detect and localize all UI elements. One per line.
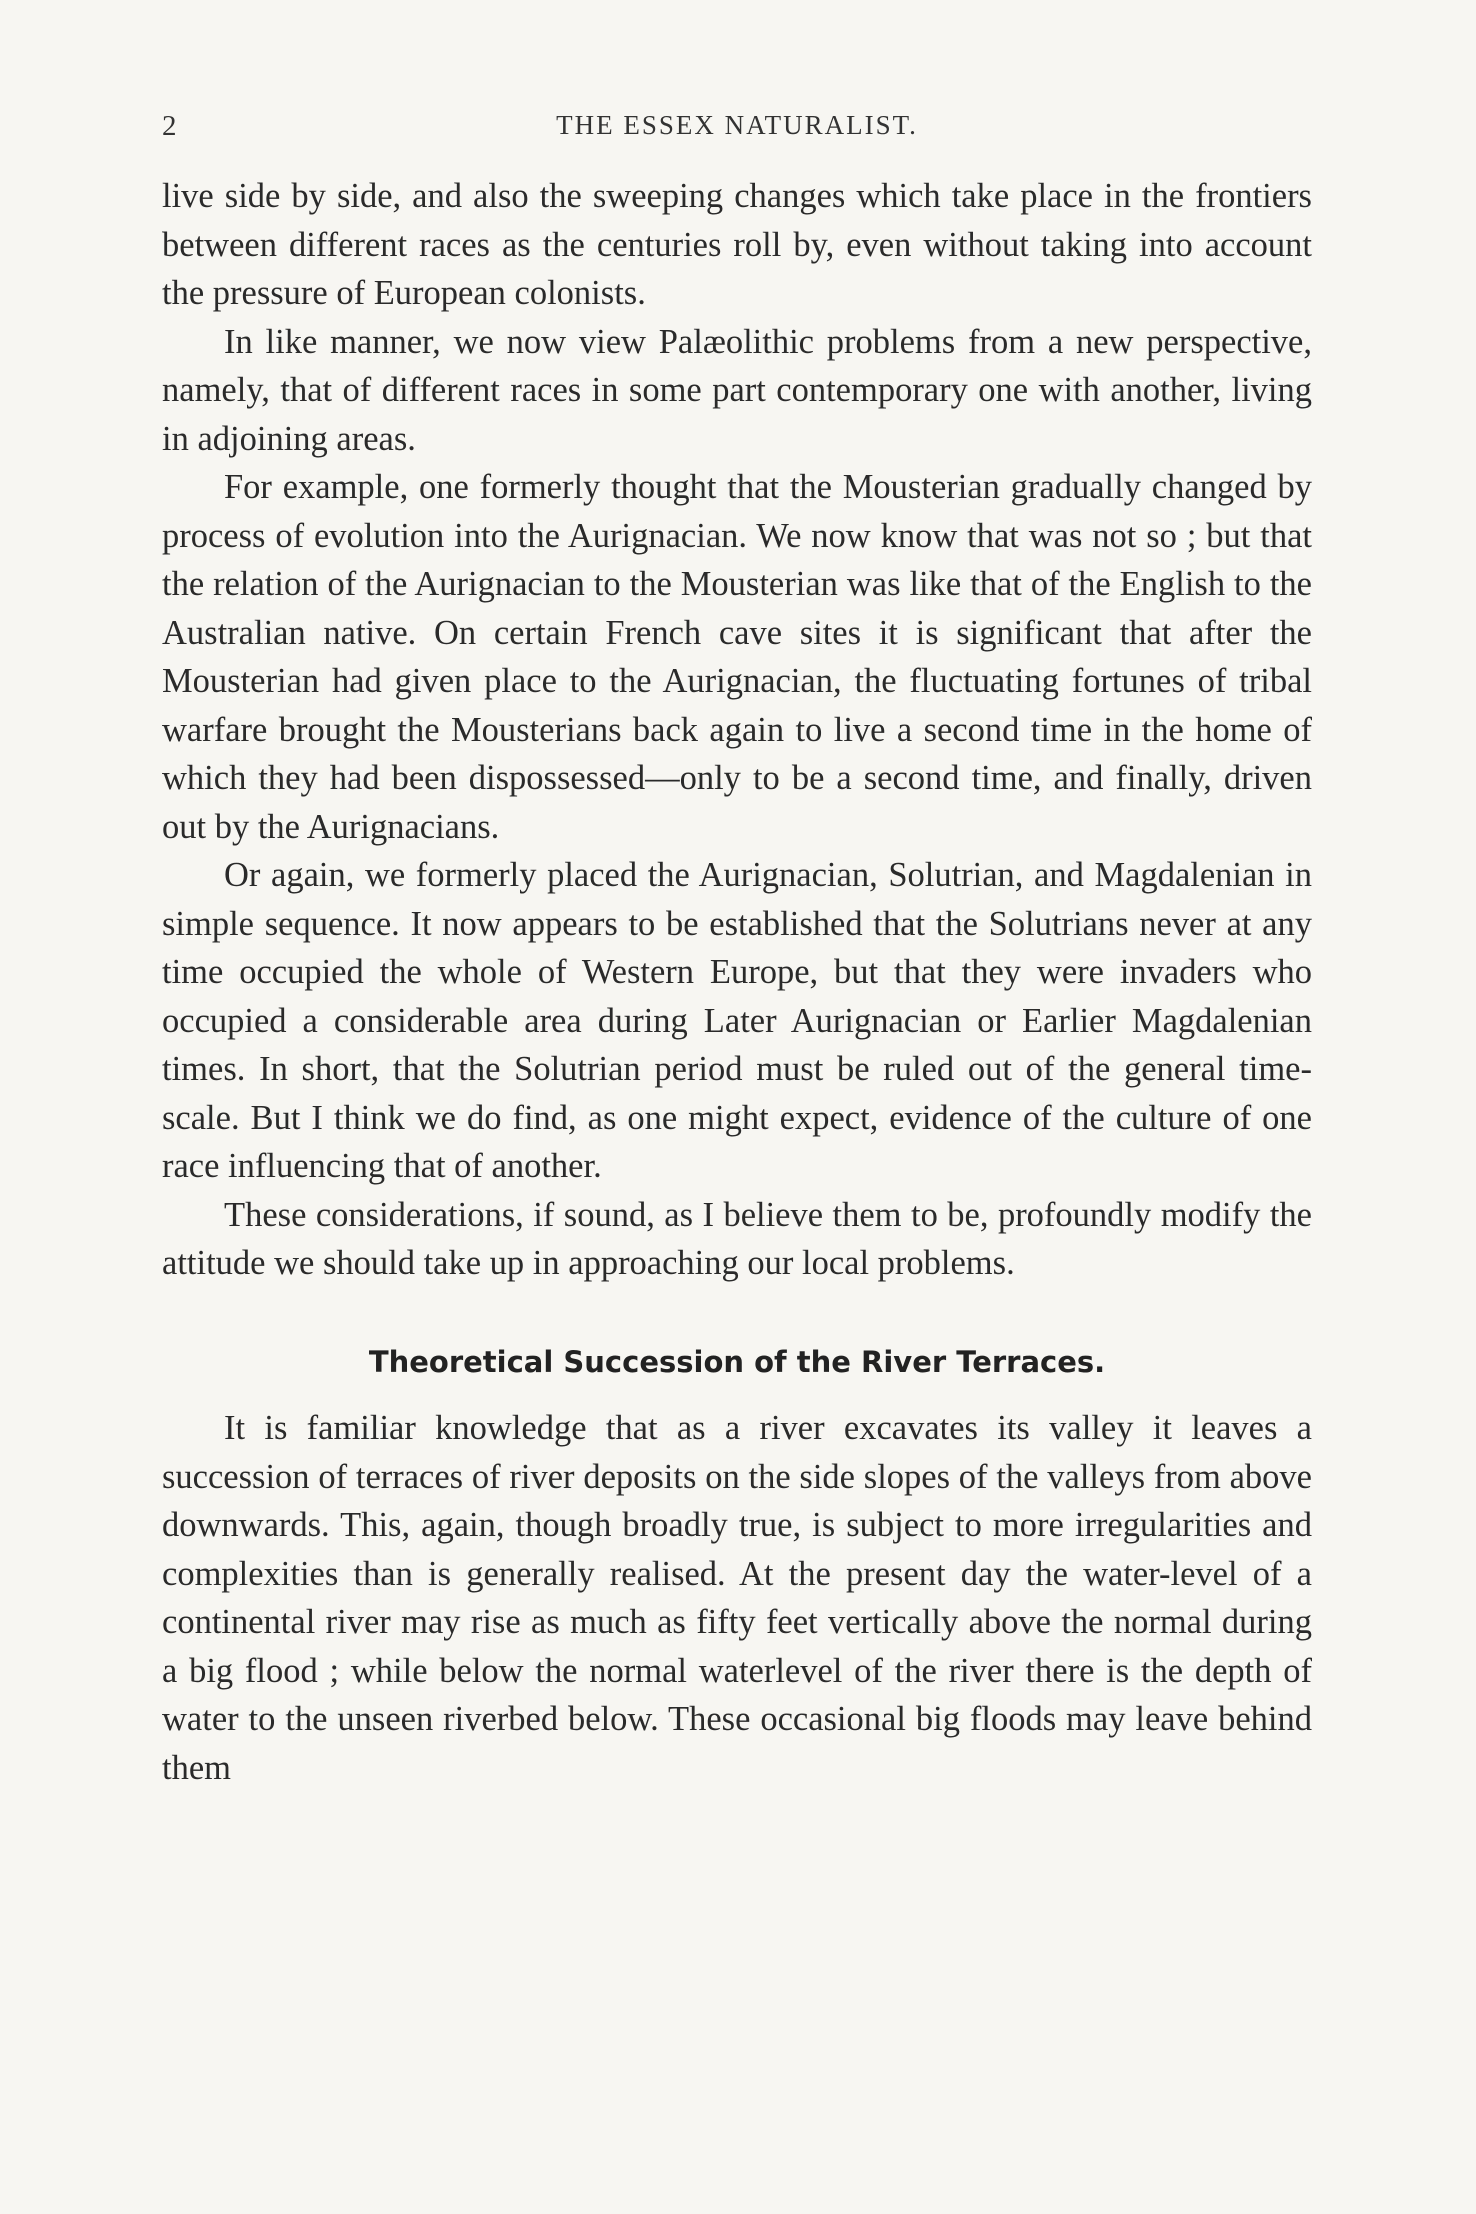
paragraph: These considerations, if sound, as I believe them to be, profoundly modify the attitude we should take up in approaching our local problems.: [162, 1195, 1312, 1282]
paragraph-continued: live side by side, and also the sweeping changes which take place in the frontiers between different races as the centuries roll by, even without taking into account the pressure of European colonists.: [162, 177, 1312, 312]
book-page: [162, 100, 1312, 1792]
section-paragraph: It is familiar knowledge that as a river excavates its valley it leaves a succession of terraces of river deposits on the side slopes of the valleys from above downwards. This, again, though broadly true, is subject to more irregularities and complexities than is generally realised. At the present day the water-level of a continental river may rise as much as fifty feet vertically above the normal during a big flood ; while below the normal waterlevel of the river there is the depth of water to the unseen riverbed below. These occasional big floods may leave behind them: [162, 1409, 1312, 1787]
body-text: [162, 172, 1312, 1792]
journal-title: THE ESSEX NATURALIST.: [556, 110, 918, 140]
running-head: [162, 100, 1312, 154]
page-number: 2: [162, 110, 177, 142]
paragraph: For example, one formerly thought that the Mousterian gradually changed by process of evolution into the Aurignacian. We now know that was not so ; but that the relation of the Aurignacian to the Mousterian was like that of the English to the Australian native. On certain French cave sites it is significant that after the Mousterian had given place to the Aurignacian, the fluctuating fortunes of tribal warfare brought the Mousterians back again to live a second time in the home of which they had been dispossessed—only to be a second time, and finally, driven out by the Aurignacians.: [162, 468, 1312, 846]
paragraph: In like manner, we now view Palæolithic problems from a new perspective, namely, that of different races in some part contemporary one with another, living in adjoining areas.: [162, 322, 1312, 458]
section-heading: Theoretical Succession of the River Terraces.: [368, 1344, 1106, 1379]
paragraph: Or again, we formerly placed the Aurignacian, Solutrian, and Magdalenian in simple sequence. It now appears to be established that the Solutrians never at any time occupied the whole of Western Europe, but that they were invaders who occupied a considerable area during Later Aurignacian or Earlier Magdalenian times. In short, that the Solutrian period must be ruled out of the general time-scale. But I think we do find, as one might expect, evidence of the culture of one race influencing that of another.: [162, 856, 1312, 1185]
